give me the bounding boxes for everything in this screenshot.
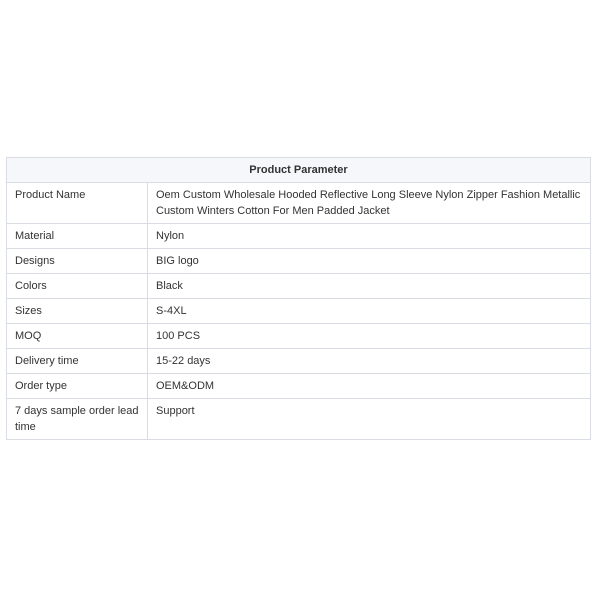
table-row: [7, 299, 591, 324]
row-label-sizes: Sizes: [7, 299, 148, 324]
row-value-order-type: OEM&ODM: [148, 374, 591, 399]
product-parameter-table: [6, 157, 591, 440]
table-header-row: [7, 158, 591, 183]
row-value-sample-lead-time: Support: [148, 399, 591, 440]
row-label-sample-lead-time: 7 days sample order lead time: [7, 399, 148, 440]
table-row: [7, 349, 591, 374]
row-value-sizes: S-4XL: [148, 299, 591, 324]
row-value-product-name: Oem Custom Wholesale Hooded Reflective Long Sleeve Nylon Zipper Fashion Metallic Custom Winters Cotton For Men Padded Jacket: [148, 183, 591, 224]
row-value-delivery-time: 15-22 days: [148, 349, 591, 374]
table-row: [7, 374, 591, 399]
row-label-order-type: Order type: [7, 374, 148, 399]
table-row: [7, 399, 591, 440]
row-label-delivery-time: Delivery time: [7, 349, 148, 374]
row-label-moq: MOQ: [7, 324, 148, 349]
row-value-colors: Black: [148, 274, 591, 299]
table-row: [7, 249, 591, 274]
row-label-colors: Colors: [7, 274, 148, 299]
row-value-material: Nylon: [148, 224, 591, 249]
row-value-designs: BIG logo: [148, 249, 591, 274]
row-label-product-name: Product Name: [7, 183, 148, 224]
row-label-designs: Designs: [7, 249, 148, 274]
row-label-material: Material: [7, 224, 148, 249]
table-title: Product Parameter: [7, 158, 591, 183]
table-row: [7, 183, 591, 224]
row-value-moq: 100 PCS: [148, 324, 591, 349]
table-row: [7, 224, 591, 249]
table-row: [7, 274, 591, 299]
table-row: [7, 324, 591, 349]
